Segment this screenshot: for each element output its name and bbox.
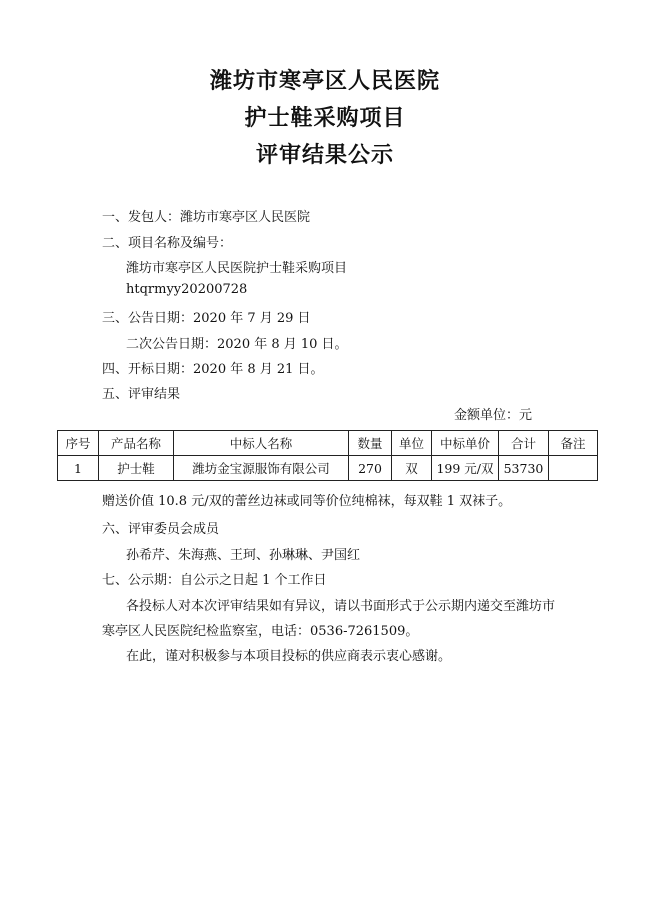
title-line-2: 护士鞋采购项目 (244, 106, 406, 131)
header-cell: 中标单价 (432, 431, 499, 456)
project-code: htqrmyy20200728 (126, 282, 248, 297)
section-project-heading: 二、项目名称及编号： (102, 236, 233, 251)
header-cell: 数量 (349, 431, 392, 456)
section-announce-date: 三、公告日期：2020 年 7 月 29 日 (102, 311, 311, 326)
title-line-3: 评审结果公示 (255, 143, 394, 168)
table-cell: 1 (58, 456, 99, 481)
committee-members: 孙希芹、朱海燕、王珂、孙琳琳、尹国红 (126, 548, 361, 563)
amount-unit: 金额单位：元 (454, 408, 533, 423)
award-table (57, 430, 598, 481)
section-employer: 一、发包人：潍坊市寒亭区人民医院 (102, 210, 311, 225)
table-row (58, 456, 598, 481)
section-review-result: 五、评审结果 (102, 387, 181, 402)
header-cell: 序号 (58, 431, 99, 456)
gift-note: 赠送价值 10.8 元/双的蕾丝边袜或同等价位纯棉袜，每双鞋 1 双袜子。 (102, 494, 512, 509)
table-cell: 潍坊金宝源服饰有限公司 (174, 456, 349, 481)
thanks-paragraph: 在此，谨对积极参与本项目投标的供应商表示衷心感谢。 (126, 649, 452, 664)
header-cell: 合计 (499, 431, 549, 456)
table-header-row (58, 431, 598, 456)
table-cell: 双 (392, 456, 432, 481)
section-committee: 六、评审委员会成员 (102, 522, 220, 537)
table-cell: 53730 (499, 456, 549, 481)
table-cell: 270 (349, 456, 392, 481)
table-cell (549, 456, 598, 481)
objection-paragraph-line-1: 各投标人对本次评审结果如有异议，请以书面形式于公示期内递交至潍坊市 (126, 599, 556, 614)
header-cell: 产品名称 (99, 431, 174, 456)
table-cell: 199 元/双 (432, 456, 499, 481)
section-publicity: 七、公示期：自公示之日起 1 个工作日 (102, 573, 327, 588)
second-announce-date: 二次公告日期：2020 年 8 月 10 日。 (126, 337, 348, 352)
header-cell: 中标人名称 (174, 431, 349, 456)
table-cell: 护士鞋 (99, 456, 174, 481)
title-line-1: 潍坊市寒亭区人民医院 (209, 69, 440, 94)
header-cell: 单位 (392, 431, 432, 456)
project-name: 潍坊市寒亭区人民医院护士鞋采购项目 (126, 261, 348, 276)
header-cell: 备注 (549, 431, 598, 456)
objection-paragraph-line-2: 寒亭区人民医院纪检监察室，电话：0536-7261509。 (102, 624, 419, 639)
section-bid-open-date: 四、开标日期：2020 年 8 月 21 日。 (102, 362, 324, 377)
